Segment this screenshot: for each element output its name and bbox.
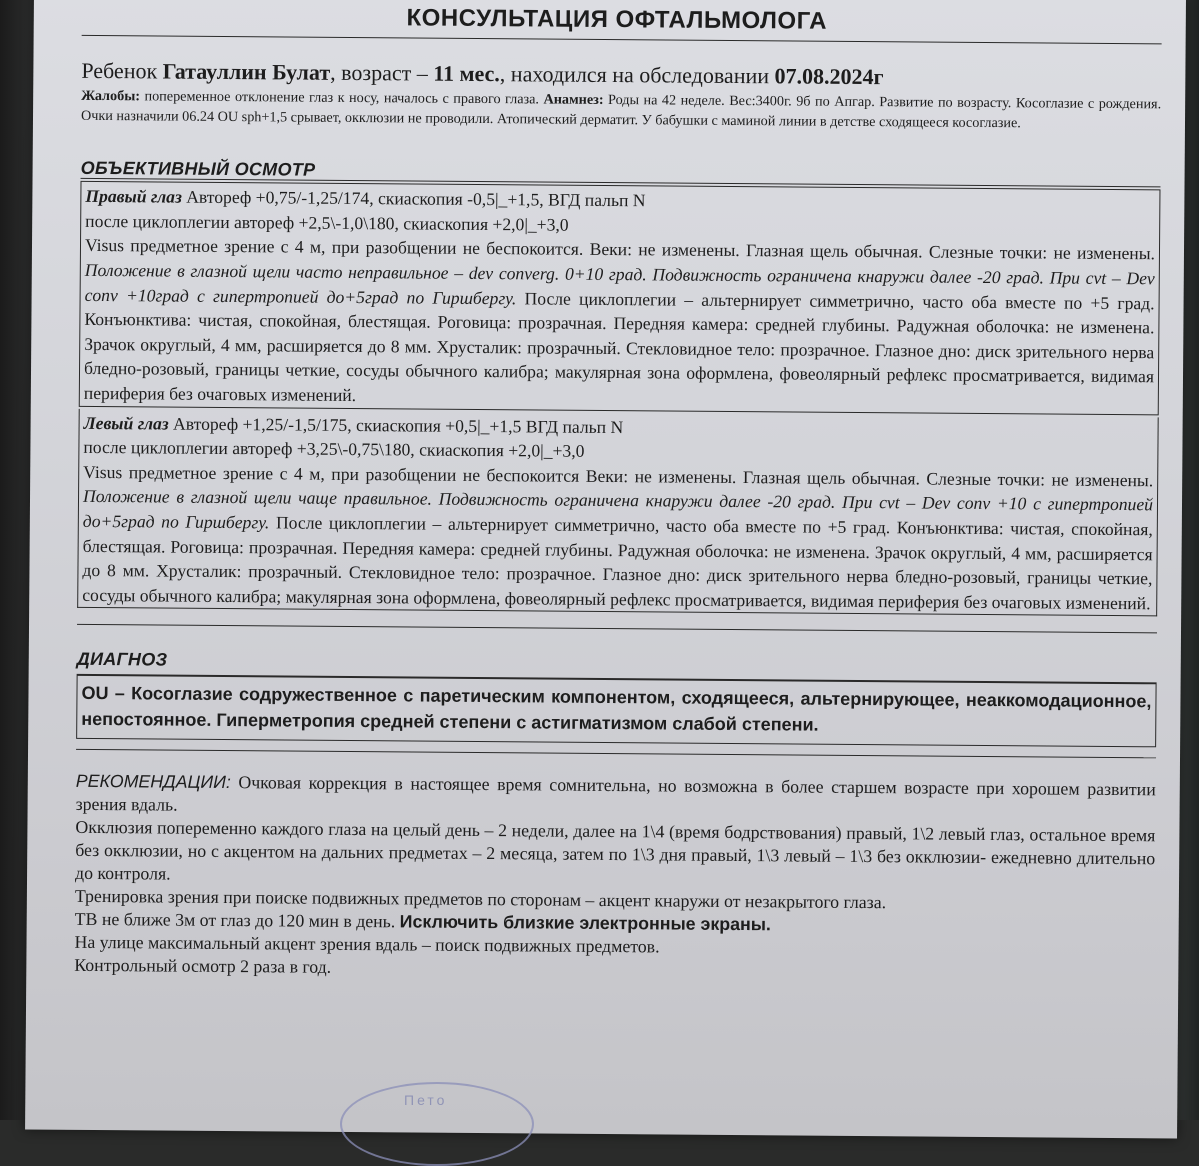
left-eye-text-b: После циклоплегии – альтернирует симметрично, часто оба вместе по +5 град. Конъюнктива: чистая, спокойная, блестящая. Роговица: прозрачная. Передняя камера: средней глубины. Радужная оболочка: не изменена. Зрачок округлый, 4 мм, расширяется до 8 мм. Хрусталик: прозрачный. Стекловидное тело: прозрачное. Глазное дно: диск зрительного нерва бледно-розовый, границы четкие, сосуды обычного калибра; макулярная зона оформлена, фовеолярный рефлекс просматривается, видимая периферия без очаговых изменений.	[82, 512, 1153, 613]
recommendations-rule	[76, 749, 1156, 758]
diagnosis-box: OU – Косоглазие содружественное с паретическим компонентом, сходящееся, альтернирующее, неаккомодационное, непостоянное. Гиперметропия средней степени с астигматизмом слабой степени.	[76, 674, 1156, 747]
rec-street: На улице максимальный акцент зрения вдаль – поиск подвижных предметов.	[74, 931, 660, 957]
left-eye-italic: Положение в глазной щели чаще правильное. Подвижность ограничена кнаружи далее -20 град. При cvt – Dev conv +10 с гипертропией до+5град по Гиршбергу.	[82, 486, 1154, 533]
recommendations	[74, 770, 1156, 985]
right-eye-text-a: Visus предметное зрение с 4 м, при разобщении не беспокоится. Веки: не изменены. Глазная щель обычная. Слезные точки: не изменены.	[84, 235, 1156, 264]
patient-age: 11 мес.	[433, 60, 500, 86]
diagnosis-top-rule	[77, 624, 1157, 633]
title-rule	[82, 34, 1162, 43]
patient-prefix: Ребенок	[81, 57, 163, 84]
document-sheet	[25, 0, 1186, 1138]
diagnosis-title: ДИАГНОЗ	[76, 649, 168, 670]
right-eye-text-b: После циклоплегии – альтернирует симметрично, часто оба вместе по +5 град. Конъюнктива: чистая, спокойная, блестящая. Роговица: прозрачная. Передняя камера: средней глубины. Радужная оболочка: не изменена. Зрачок округлый, 4 мм, расширяется до 8 мм. Хрусталик: прозрачный. Стекловидное тело: прозрачное. Глазное дно: диск зрительного нерва бледно-розовый, границы четкие, сосуды обычного калибра; макулярная зона оформлена, фовеолярный рефлекс просматривается, видимая периферия без очаговых изменений.	[83, 287, 1155, 405]
left-eye-text-a: Visus предметное зрение с 4 м, при разобщении не беспокоится Веки: не изменены. Глазная щель обычная. Слезные точки: не изменены.	[83, 461, 1154, 490]
complaints-anamnesis	[81, 85, 1161, 133]
left-eye-label: Левый глаз	[83, 412, 169, 434]
objective-title: ОБЪЕКТИВНЫЙ ОСМОТР	[80, 157, 316, 180]
patient-name: Гатауллин Булат	[162, 58, 331, 85]
rec-occlusion: Окклюзия попеременно каждого глаза на целый день – 2 недели, далее на 1\4 (время бодрствования) правый, 1\2 левый глаз, остальное время без окклюзии, но с акцентом на дальних предметах – 2 месяца, затем по 1\3 дня правый, 1\3 левый – 1\3 без окклюзии- ежедневно длительно до контроля.	[75, 816, 1156, 884]
complaints-label: Жалобы:	[81, 87, 141, 104]
document-title: КОНСУЛЬТАЦИЯ ОФТАЛЬМОЛОГА	[406, 4, 828, 35]
exam-date: 07.08.2024г	[774, 62, 884, 89]
rec-control: Контрольный осмотр 2 раза в год.	[74, 954, 332, 977]
left-eye-description	[82, 460, 1153, 616]
anamnesis-text: Роды на 42 неделе. Вес:3400г. 9б по Апгар. Развитие по возрасту. Косоглазие с рождения. Очки назначили 06.24 OU sph+1,5 срывает, окклюзии не проводили. Атопический дерматит. У бабушки с маминой линии в детстве сходящееся косоглазие.	[80, 91, 1162, 131]
stamp-text: Пето	[404, 1092, 448, 1108]
left-eye-box	[77, 408, 1159, 616]
right-eye-italic: Положение в глазной щели часто неправильное – dev converg. 0+10 град. Подвижность ограничена кнаружи далее -20 град. При cvt – Dev conv +10град с гипертропией до+5град по Гиршбергу.	[84, 259, 1155, 308]
exam-label: , находился на обследовании	[499, 60, 775, 88]
rec-tv-bold: Исключить близкие электронные экраны.	[399, 911, 771, 935]
left-eye-line2: после циклоплегии автореф +3,25\-0,75\180, скиаскопия +2,0|_+3,0	[83, 437, 585, 461]
right-eye-label: Правый глаз	[85, 186, 182, 207]
left-eye-autoref: Автореф +1,25/-1,5/175, скиаскопия +0,5|_+1,5 ВГД пальп N	[168, 413, 624, 437]
complaints-text: попеременное отклонение глаз к носу, началось с правого глаза.	[139, 87, 544, 108]
right-eye-box	[79, 181, 1161, 415]
anamnesis-label: Анамнез:	[543, 91, 604, 108]
document-content	[74, 4, 1162, 985]
right-eye-description	[84, 233, 1155, 414]
recommendations-title: РЕКОМЕНДАЦИИ:	[75, 770, 231, 792]
rec-training: Тренировка зрения при поиске подвижных предметов по сторонам – акцент кнаружи от незакрытого глаза.	[74, 885, 887, 913]
stamp	[340, 1082, 534, 1166]
right-eye-autoref: Автореф +0,75/-1,25/174, скиаскопия -0,5|_+1,5, ВГД пальп N	[181, 186, 646, 211]
rec-intro: Очковая коррекция в настоящее время сомнительна, но возможна в более старшем возрасте при хорошем развитии зрения вдаль.	[75, 771, 1156, 815]
age-label: , возраст –	[330, 59, 434, 86]
rec-tv: ТВ не ближе 3м от глаз до 120 мин в день.	[74, 908, 400, 932]
right-eye-line2: после циклоплегии автореф +2,5\-1,0\180, скиаскопия +2,0|_+3,0	[85, 210, 569, 235]
